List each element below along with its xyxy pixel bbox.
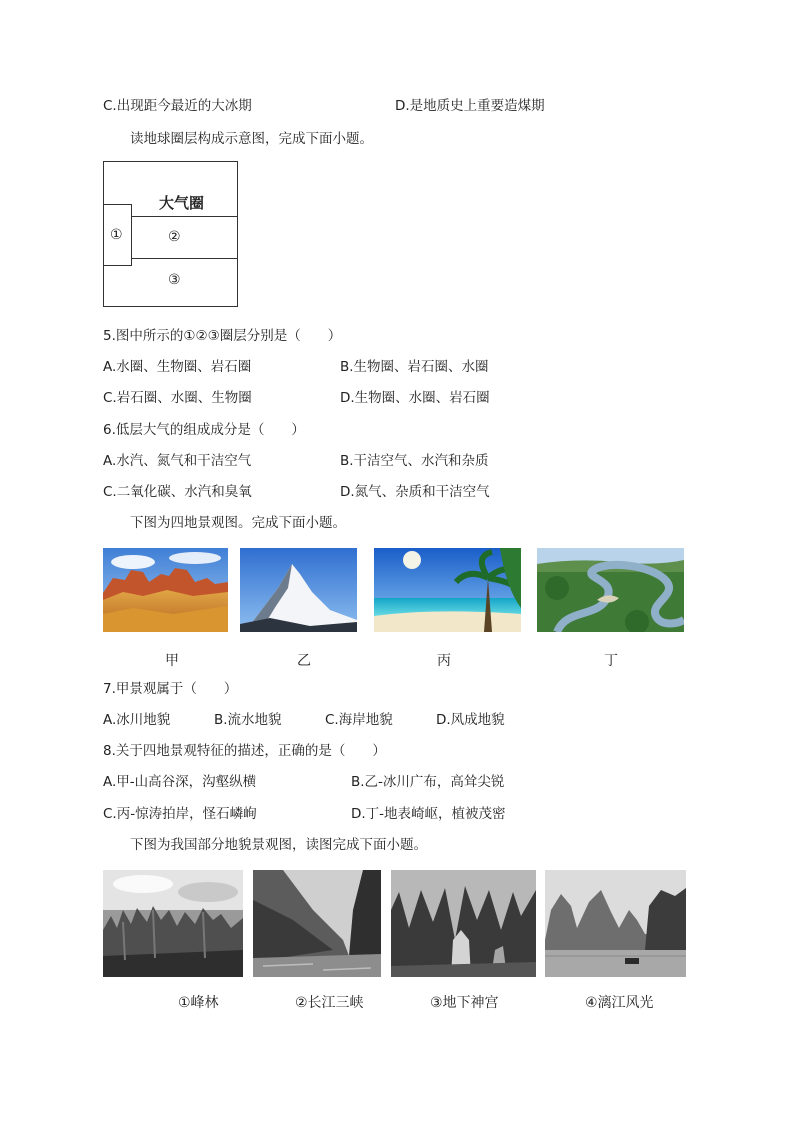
q5-option-c: C.岩石圈、水圈、生物圈 xyxy=(103,390,252,406)
q6-option-a: A.水汽、氮气和干洁空气 xyxy=(103,453,252,469)
landform-photo-peak-forest xyxy=(103,870,243,977)
question-6: 6.低层大气的组成成分是（ ） xyxy=(103,422,305,438)
q8-option-a: A.甲-山高谷深，沟壑纵横 xyxy=(103,774,257,790)
q7-option-d: D.风成地貌 xyxy=(436,712,505,728)
landscape-caption-yi: 乙 xyxy=(297,653,311,669)
landscape-caption-jia: 甲 xyxy=(165,653,179,669)
landform-caption-three-gorges: ②长江三峡 xyxy=(295,995,364,1011)
diagram-label-1: ① xyxy=(110,227,123,243)
q7-option-c: C.海岸地貌 xyxy=(325,712,393,728)
question-5: 5.图中所示的①②③圈层分别是（ ） xyxy=(103,328,342,344)
q6-option-d: D.氮气、杂质和干洁空气 xyxy=(340,484,490,500)
intro-landscapes: 下图为四地景观图。完成下面小题。 xyxy=(130,515,346,531)
landscape-photo-jia xyxy=(103,548,228,632)
landscape-photo-bing xyxy=(374,548,521,632)
q5-option-a: A.水圈、生物圈、岩石圈 xyxy=(103,359,252,375)
earth-sphere-diagram xyxy=(103,161,238,307)
landform-caption-cave: ③地下神宫 xyxy=(430,995,499,1011)
q5-option-d: D.生物圈、水圈、岩石圈 xyxy=(340,390,490,406)
landform-photo-three-gorges xyxy=(253,870,381,977)
intro-diagram: 读地球圈层构成示意图，完成下面小题。 xyxy=(130,131,373,147)
q7-option-b: B.流水地貌 xyxy=(214,712,282,728)
q4-option-d: D.是地质史上重要造煤期 xyxy=(395,98,545,114)
landscape-photo-ding xyxy=(537,548,684,632)
landform-photo-li-river xyxy=(545,870,686,977)
q6-option-b: B.干洁空气、水汽和杂质 xyxy=(340,453,489,469)
q8-option-d: D.丁-地表崎岖，植被茂密 xyxy=(351,806,506,822)
q8-option-c: C.丙-惊涛拍岸，怪石嶙峋 xyxy=(103,806,257,822)
intro-landforms: 下图为我国部分地貌景观图，读图完成下面小题。 xyxy=(130,837,427,853)
diagram-label-2: ② xyxy=(168,229,181,245)
landform-caption-peak-forest: ①峰林 xyxy=(178,995,219,1011)
diagram-inner-box xyxy=(104,204,132,266)
landscape-caption-bing: 丙 xyxy=(437,653,451,669)
q6-option-c: C.二氧化碳、水汽和臭氧 xyxy=(103,484,252,500)
question-8: 8.关于四地景观特征的描述，正确的是（ ） xyxy=(103,743,386,759)
q4-option-c: C.出现距今最近的大冰期 xyxy=(103,98,252,114)
landform-photo-cave xyxy=(391,870,536,977)
q8-option-b: B.乙-冰川广布，高耸尖锐 xyxy=(351,774,505,790)
landscape-caption-ding: 丁 xyxy=(604,653,618,669)
diagram-label-3: ③ xyxy=(168,272,181,288)
diagram-title: 大气圈 xyxy=(159,194,205,212)
question-7: 7.甲景观属于（ ） xyxy=(103,681,238,697)
landscape-photo-yi xyxy=(240,548,357,632)
q7-option-a: A.冰川地貌 xyxy=(103,712,171,728)
q5-option-b: B.生物圈、岩石圈、水圈 xyxy=(340,359,489,375)
landform-caption-li-river: ④漓江风光 xyxy=(585,995,654,1011)
